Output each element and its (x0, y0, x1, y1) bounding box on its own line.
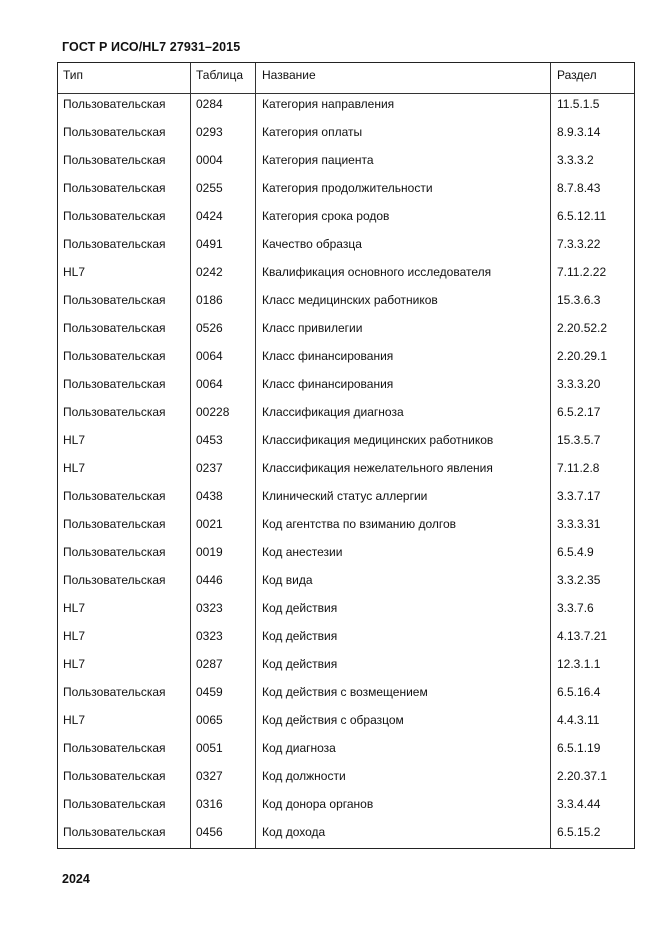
row-name: Классификация медицинских работников (262, 433, 494, 447)
row-section: 15.3.5.7 (557, 433, 601, 447)
row-table-code: 0051 (196, 741, 223, 755)
row-table-code: 0323 (196, 629, 223, 643)
row-name: Класс финансирования (262, 349, 394, 363)
row-section: 6.5.15.2 (557, 825, 601, 839)
row-type: Пользовательская (63, 293, 166, 307)
column-header-section: Раздел (557, 68, 597, 82)
row-section: 6.5.16.4 (557, 685, 601, 699)
row-name: Код донора органов (262, 797, 374, 811)
row-table-code: 0064 (196, 377, 223, 391)
row-section: 7.11.2.22 (557, 265, 607, 279)
row-name: Классификация нежелательного явления (262, 461, 493, 475)
column-header-table: Таблица (196, 68, 244, 82)
row-type: HL7 (63, 601, 86, 615)
row-table-code: 0293 (196, 125, 223, 139)
row-type: HL7 (63, 713, 86, 727)
row-table-code: 0446 (196, 573, 223, 587)
row-type: Пользовательская (63, 741, 166, 755)
row-name: Клинический статус аллергии (262, 489, 428, 503)
column-header-type: Тип (63, 68, 84, 82)
row-table-code: 0021 (196, 517, 223, 531)
row-table-code: 0064 (196, 349, 223, 363)
row-section: 4.4.3.11 (557, 713, 600, 727)
row-type: Пользовательская (63, 825, 166, 839)
row-table-code: 0424 (196, 209, 223, 223)
row-type: Пользовательская (63, 769, 166, 783)
row-section: 7.3.3.22 (557, 237, 601, 251)
row-section: 3.3.7.17 (557, 489, 601, 503)
row-section: 6.5.1.19 (557, 741, 601, 755)
row-section: 6.5.2.17 (557, 405, 601, 419)
row-type: HL7 (63, 265, 86, 279)
row-table-code: 0456 (196, 825, 223, 839)
row-section: 6.5.12.11 (557, 209, 607, 223)
row-table-code: 0453 (196, 433, 223, 447)
row-type: Пользовательская (63, 545, 166, 559)
row-table-code: 00228 (196, 405, 230, 419)
row-type: Пользовательская (63, 97, 166, 111)
row-section: 7.11.2.8 (557, 461, 600, 475)
row-section: 3.3.3.2 (557, 153, 594, 167)
row-name: Категория срока родов (262, 209, 390, 223)
row-section: 3.3.2.35 (557, 573, 601, 587)
row-name: Квалификация основного исследователя (262, 265, 492, 279)
row-section: 3.3.4.44 (557, 797, 601, 811)
row-name: Категория направления (262, 97, 395, 111)
row-table-code: 0316 (196, 797, 223, 811)
row-table-code: 0242 (196, 265, 223, 279)
row-type: Пользовательская (63, 573, 166, 587)
row-type: Пользовательская (63, 349, 166, 363)
row-name: Класс медицинских работников (262, 293, 438, 307)
row-section: 11.5.1.5 (557, 97, 600, 111)
row-type: HL7 (63, 461, 86, 475)
row-type: Пользовательская (63, 181, 166, 195)
row-name: Код действия с возмещением (262, 685, 428, 699)
row-table-code: 0327 (196, 769, 223, 783)
row-name: Категория оплаты (262, 125, 363, 139)
row-type: Пользовательская (63, 405, 166, 419)
row-section: 6.5.4.9 (557, 545, 594, 559)
row-section: 3.3.3.20 (557, 377, 601, 391)
row-type: Пользовательская (63, 489, 166, 503)
row-name: Класс финансирования (262, 377, 394, 391)
row-type: HL7 (63, 629, 86, 643)
row-name: Качество образца (262, 237, 362, 251)
row-type: HL7 (63, 433, 86, 447)
row-type: Пользовательская (63, 237, 166, 251)
row-name: Категория пациента (262, 153, 374, 167)
row-name: Классификация диагноза (262, 405, 404, 419)
row-name: Код действия (262, 601, 338, 615)
row-section: 3.3.3.31 (557, 517, 601, 531)
row-section: 8.7.8.43 (557, 181, 601, 195)
row-table-code: 0287 (196, 657, 223, 671)
row-name: Код действия (262, 629, 338, 643)
column-divider (190, 63, 191, 848)
index-table (57, 62, 635, 849)
row-name: Код агентства по взиманию долгов (262, 517, 457, 531)
row-name: Код анестезии (262, 545, 343, 559)
row-type: HL7 (63, 657, 86, 671)
row-table-code: 0438 (196, 489, 223, 503)
row-type: Пользовательская (63, 797, 166, 811)
row-section: 2.20.52.2 (557, 321, 608, 335)
row-section: 8.9.3.14 (557, 125, 601, 139)
row-section: 2.20.37.1 (557, 769, 608, 783)
row-table-code: 0255 (196, 181, 223, 195)
row-name: Категория продолжительности (262, 181, 433, 195)
row-table-code: 0491 (196, 237, 223, 251)
row-type: Пользовательская (63, 209, 166, 223)
row-name: Код диагноза (262, 741, 336, 755)
row-section: 12.3.1.1 (557, 657, 601, 671)
row-type: Пользовательская (63, 125, 166, 139)
column-divider (255, 63, 256, 848)
row-name: Класс привилегии (262, 321, 363, 335)
row-table-code: 0459 (196, 685, 223, 699)
column-divider (550, 63, 551, 848)
row-table-code: 0186 (196, 293, 223, 307)
row-name: Код действия с образцом (262, 713, 404, 727)
row-type: Пользовательская (63, 517, 166, 531)
row-table-code: 0323 (196, 601, 223, 615)
row-section: 3.3.7.6 (557, 601, 594, 615)
row-table-code: 0237 (196, 461, 223, 475)
row-name: Код должности (262, 769, 346, 783)
row-type: Пользовательская (63, 685, 166, 699)
row-table-code: 0526 (196, 321, 223, 335)
row-type: Пользовательская (63, 153, 166, 167)
row-type: Пользовательская (63, 321, 166, 335)
row-table-code: 0019 (196, 545, 223, 559)
row-name: Код вида (262, 573, 313, 587)
page-number: 2024 (62, 872, 90, 886)
row-section: 15.3.6.3 (557, 293, 601, 307)
header-row-divider (58, 93, 634, 94)
document-header: ГОСТ Р ИСО/HL7 27931–2015 (62, 40, 241, 54)
row-table-code: 0004 (196, 153, 223, 167)
row-table-code: 0284 (196, 97, 223, 111)
row-section: 4.13.7.21 (557, 629, 608, 643)
column-header-name: Название (262, 68, 316, 82)
row-section: 2.20.29.1 (557, 349, 608, 363)
row-name: Код действия (262, 657, 338, 671)
row-type: Пользовательская (63, 377, 166, 391)
row-name: Код дохода (262, 825, 326, 839)
row-table-code: 0065 (196, 713, 223, 727)
